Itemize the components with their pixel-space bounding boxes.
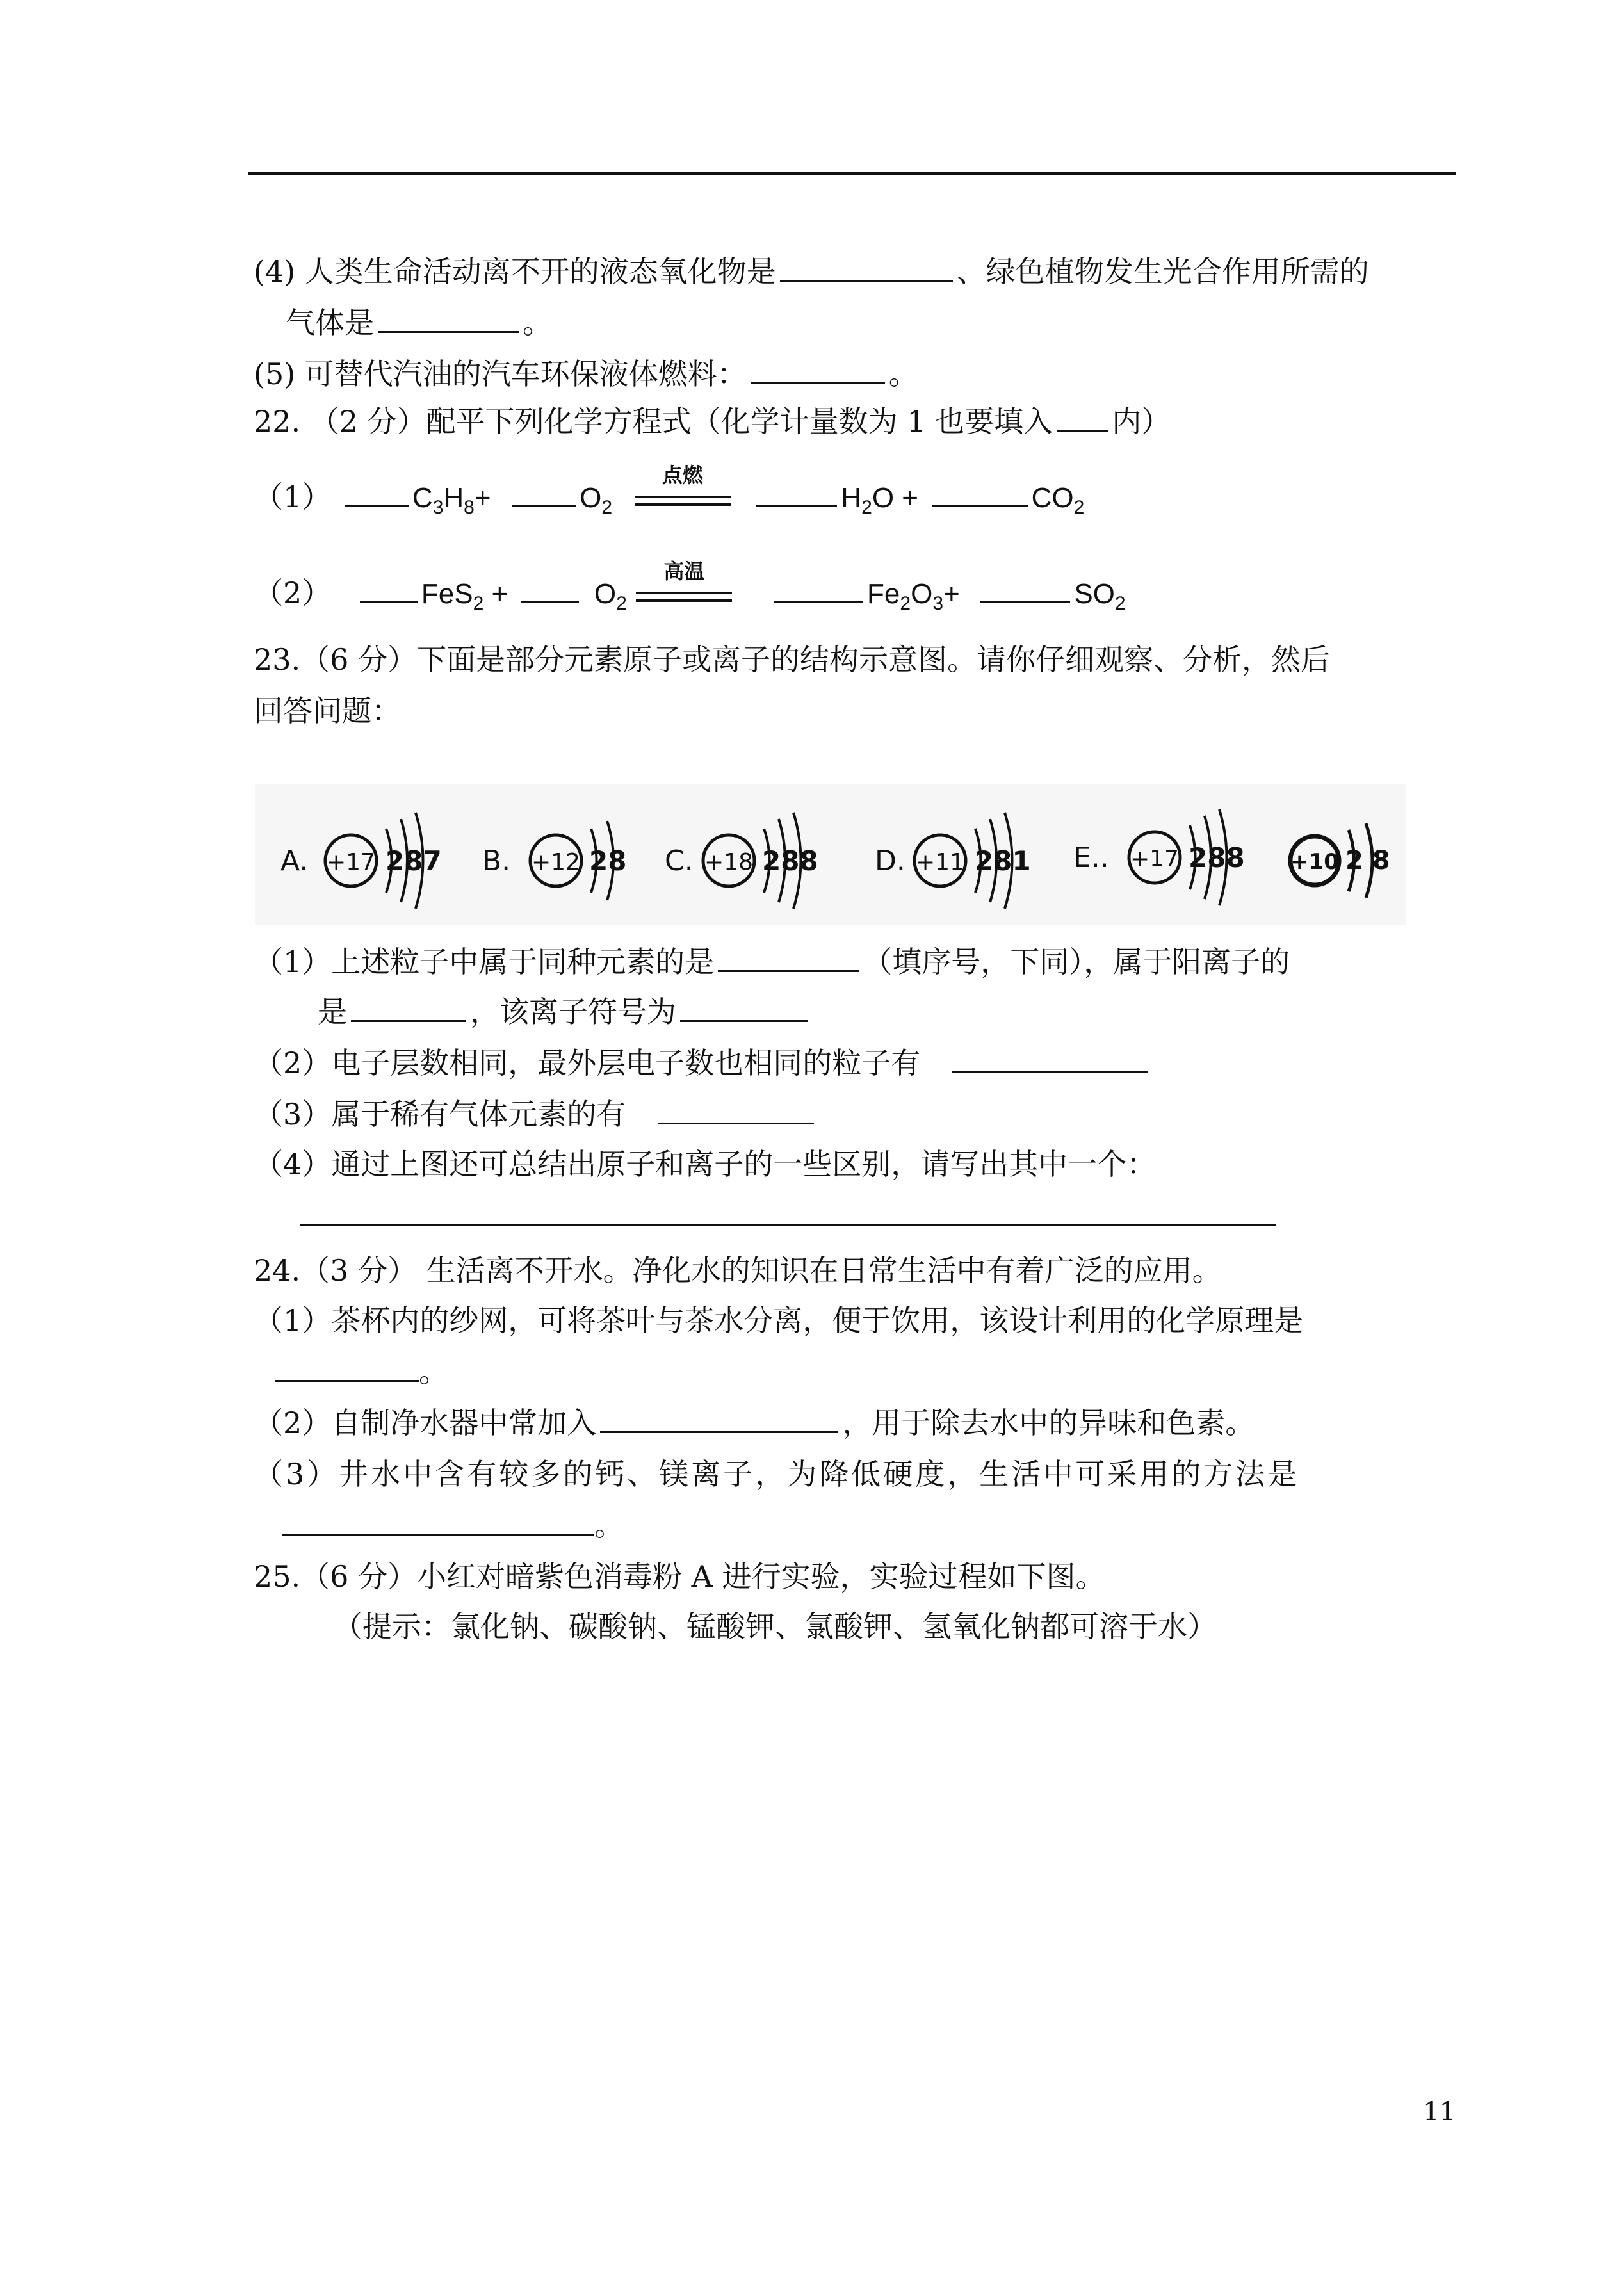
eq1-condition-text: 点燃 [662,463,703,487]
q23-q3-line [254,1094,818,1135]
q22-title [254,401,1171,442]
q25-hint: （提示：氯化钠、碳酸钠、锰酸钾、氯酸钾、氢氧化钠都可溶于水） [333,1609,1217,1644]
q24-q2-text: （2）自制净水器中常加入 [254,1406,597,1440]
header-rule [248,172,1456,175]
answer-blank-softening-method[interactable] [282,1505,594,1536]
eq1-blank-c3h8[interactable] [345,477,409,507]
q21-item5-text: (5) 可替代汽油的汽车环保液体燃料： [254,357,747,391]
eq1-condition-arrow [635,463,731,520]
q24-title: 24.（3 分） 生活离不开水。净化水的知识在日常生活中有着广泛的应用。 [254,1253,1222,1288]
q24-q1-end: 。 [419,1354,448,1389]
q22-title-text2: 内） [1112,404,1171,439]
q23-q1-line2 [318,991,812,1032]
q23-q1-text3: 是 [318,994,347,1029]
particle-a-shells: 287 [386,845,442,877]
answer-blank-fuel[interactable] [751,354,885,384]
q24-q2-line [254,1402,1255,1443]
q21-item5-text2: 。 [888,357,918,391]
answer-blank-liquid-oxide[interactable] [780,252,953,282]
answer-blank-photosynthesis-gas[interactable] [378,303,519,333]
q23-q2-line [254,1042,1152,1083]
answer-blank-cation[interactable] [351,992,466,1022]
q23-title2: 回答问题： [254,693,401,728]
q23-q3-text: （3）属于稀有气体元素的有 [254,1097,626,1131]
eq1-product2: $CO_2$ [1031,482,1085,518]
particle-f-nucleus: +10 [1290,849,1339,875]
particle-f [1290,823,1390,898]
eq2-condition-arrow [636,559,732,616]
eq2-number: （2） [254,576,332,610]
eq2-reactant1: FeS$_2$ + [421,578,508,614]
q21-item4-line1 [254,251,1369,292]
eq2-product2: $SO_2$ [1074,578,1126,614]
q24-q2-text2: ，用于除去水中的异味和色素。 [842,1406,1255,1440]
q23-q1-text2: （填序号，下同），属于阳离子的 [863,945,1290,979]
particle-b [482,821,626,900]
answer-blank-same-shells[interactable] [952,1043,1148,1073]
q21-item4-text2: 、绿色植物发生光合作用所需的 [956,254,1369,289]
particle-e-label: E.. [1073,841,1109,874]
page-number: 11 [1423,2097,1456,2127]
particle-e [1073,809,1245,905]
q23-q1-line1 [254,941,1290,982]
eq1-reactant1: $C_3H_8+$ [412,482,491,518]
q24-q1-line: （1）茶杯内的纱网，可将茶叶与茶水分离，便于饮用，该设计利用的化学原理是 [254,1303,1304,1338]
answer-blank-adsorbent[interactable] [600,1403,838,1433]
eq2-reactant2: $O_2$ [594,578,627,614]
answer-blank-filtration[interactable] [275,1352,419,1382]
q23-title: 23.（6 分）下面是部分元素原子或离子的结构示意图。请你仔细观察、分析，然后 [254,642,1331,677]
particle-e-nucleus: +17 [1130,846,1179,872]
particle-b-nucleus: +12 [532,849,580,875]
q21-item4-line2 [286,302,552,343]
q23-q1-text: （1）上述粒子中属于同种元素的是 [254,945,715,979]
particle-c-shells: 288 [762,845,818,877]
q23-q1-text4: ，该离子符号为 [470,994,676,1029]
eq2-product1: $Fe_2O_3+$ [867,578,960,614]
q21-item4-text: (4) 人类生命活动离不开的液态氧化物是 [254,254,776,289]
particle-c [665,813,818,909]
q24-q3-end: 。 [594,1508,624,1543]
eq1-product1: $H_2O$ + [841,482,918,518]
eq1-blank-o2[interactable] [512,477,576,507]
particle-d-nucleus: +11 [916,849,964,875]
particle-e-shells: 288 [1189,842,1245,873]
particle-b-shells: 28 [589,845,627,877]
eq2-blank-so2[interactable] [980,573,1070,603]
q23-q2-text: （2）电子层数相同，最外层电子数也相同的粒子有 [254,1046,921,1080]
q24-q3-answer [282,1505,624,1546]
answer-blank-same-element[interactable] [718,942,859,972]
q23-q4-line: （4）通过上图还可总结出原子和离子的一些区别，请写出其中一个： [254,1147,1157,1181]
answer-blank-noble-gas[interactable] [658,1094,814,1124]
particle-d-shells: 281 [975,845,1031,877]
q21-item4-text3: 气体是 [286,305,374,340]
answer-blank-atom-ion-difference[interactable] [300,1196,1276,1226]
q22-equation-2 [254,559,1126,624]
particle-d-label: D. [875,845,905,877]
particle-c-nucleus: +18 [704,849,753,875]
q24-q1-answer [275,1351,448,1392]
atomic-structure-diagram [255,784,1406,925]
q22-title-blank [1057,401,1108,432]
particle-a-label: A. [280,845,309,877]
eq1-reactant2: $O_2$ [580,482,613,518]
q23-q4-answer [300,1195,1276,1236]
particle-d [875,813,1031,909]
particle-a-nucleus: +17 [327,849,375,875]
eq2-blank-fe2o3[interactable] [774,573,863,603]
eq1-blank-h2o[interactable] [756,477,837,507]
particle-a [280,813,442,909]
eq1-blank-co2[interactable] [932,477,1028,507]
q22-equation-1 [254,463,1085,528]
q21-item5-line [254,353,918,394]
eq2-blank-o2[interactable] [521,573,579,603]
q25-title: 25.（6 分）小红对暗紫色消毒粉 A 进行实验，实验过程如下图。 [254,1559,1105,1594]
q22-title-text: 22. （2 分）配平下列化学方程式（化学计量数为 1 也要填入 [254,404,1053,439]
particle-b-label: B. [482,845,511,877]
eq2-condition-text: 高温 [663,559,705,583]
q24-q3-line: （3）井水中含有较多的钙、镁离子，为降低硬度，生活中可采用的方法是 [254,1457,1300,1491]
eq2-blank-fes2[interactable] [360,573,418,603]
q21-item4-text4: 。 [523,305,552,340]
particle-c-label: C. [665,845,694,877]
eq1-number: （1） [254,480,332,514]
answer-blank-ion-symbol[interactable] [680,992,808,1022]
particle-f-shells: 2 8 [1345,846,1390,875]
